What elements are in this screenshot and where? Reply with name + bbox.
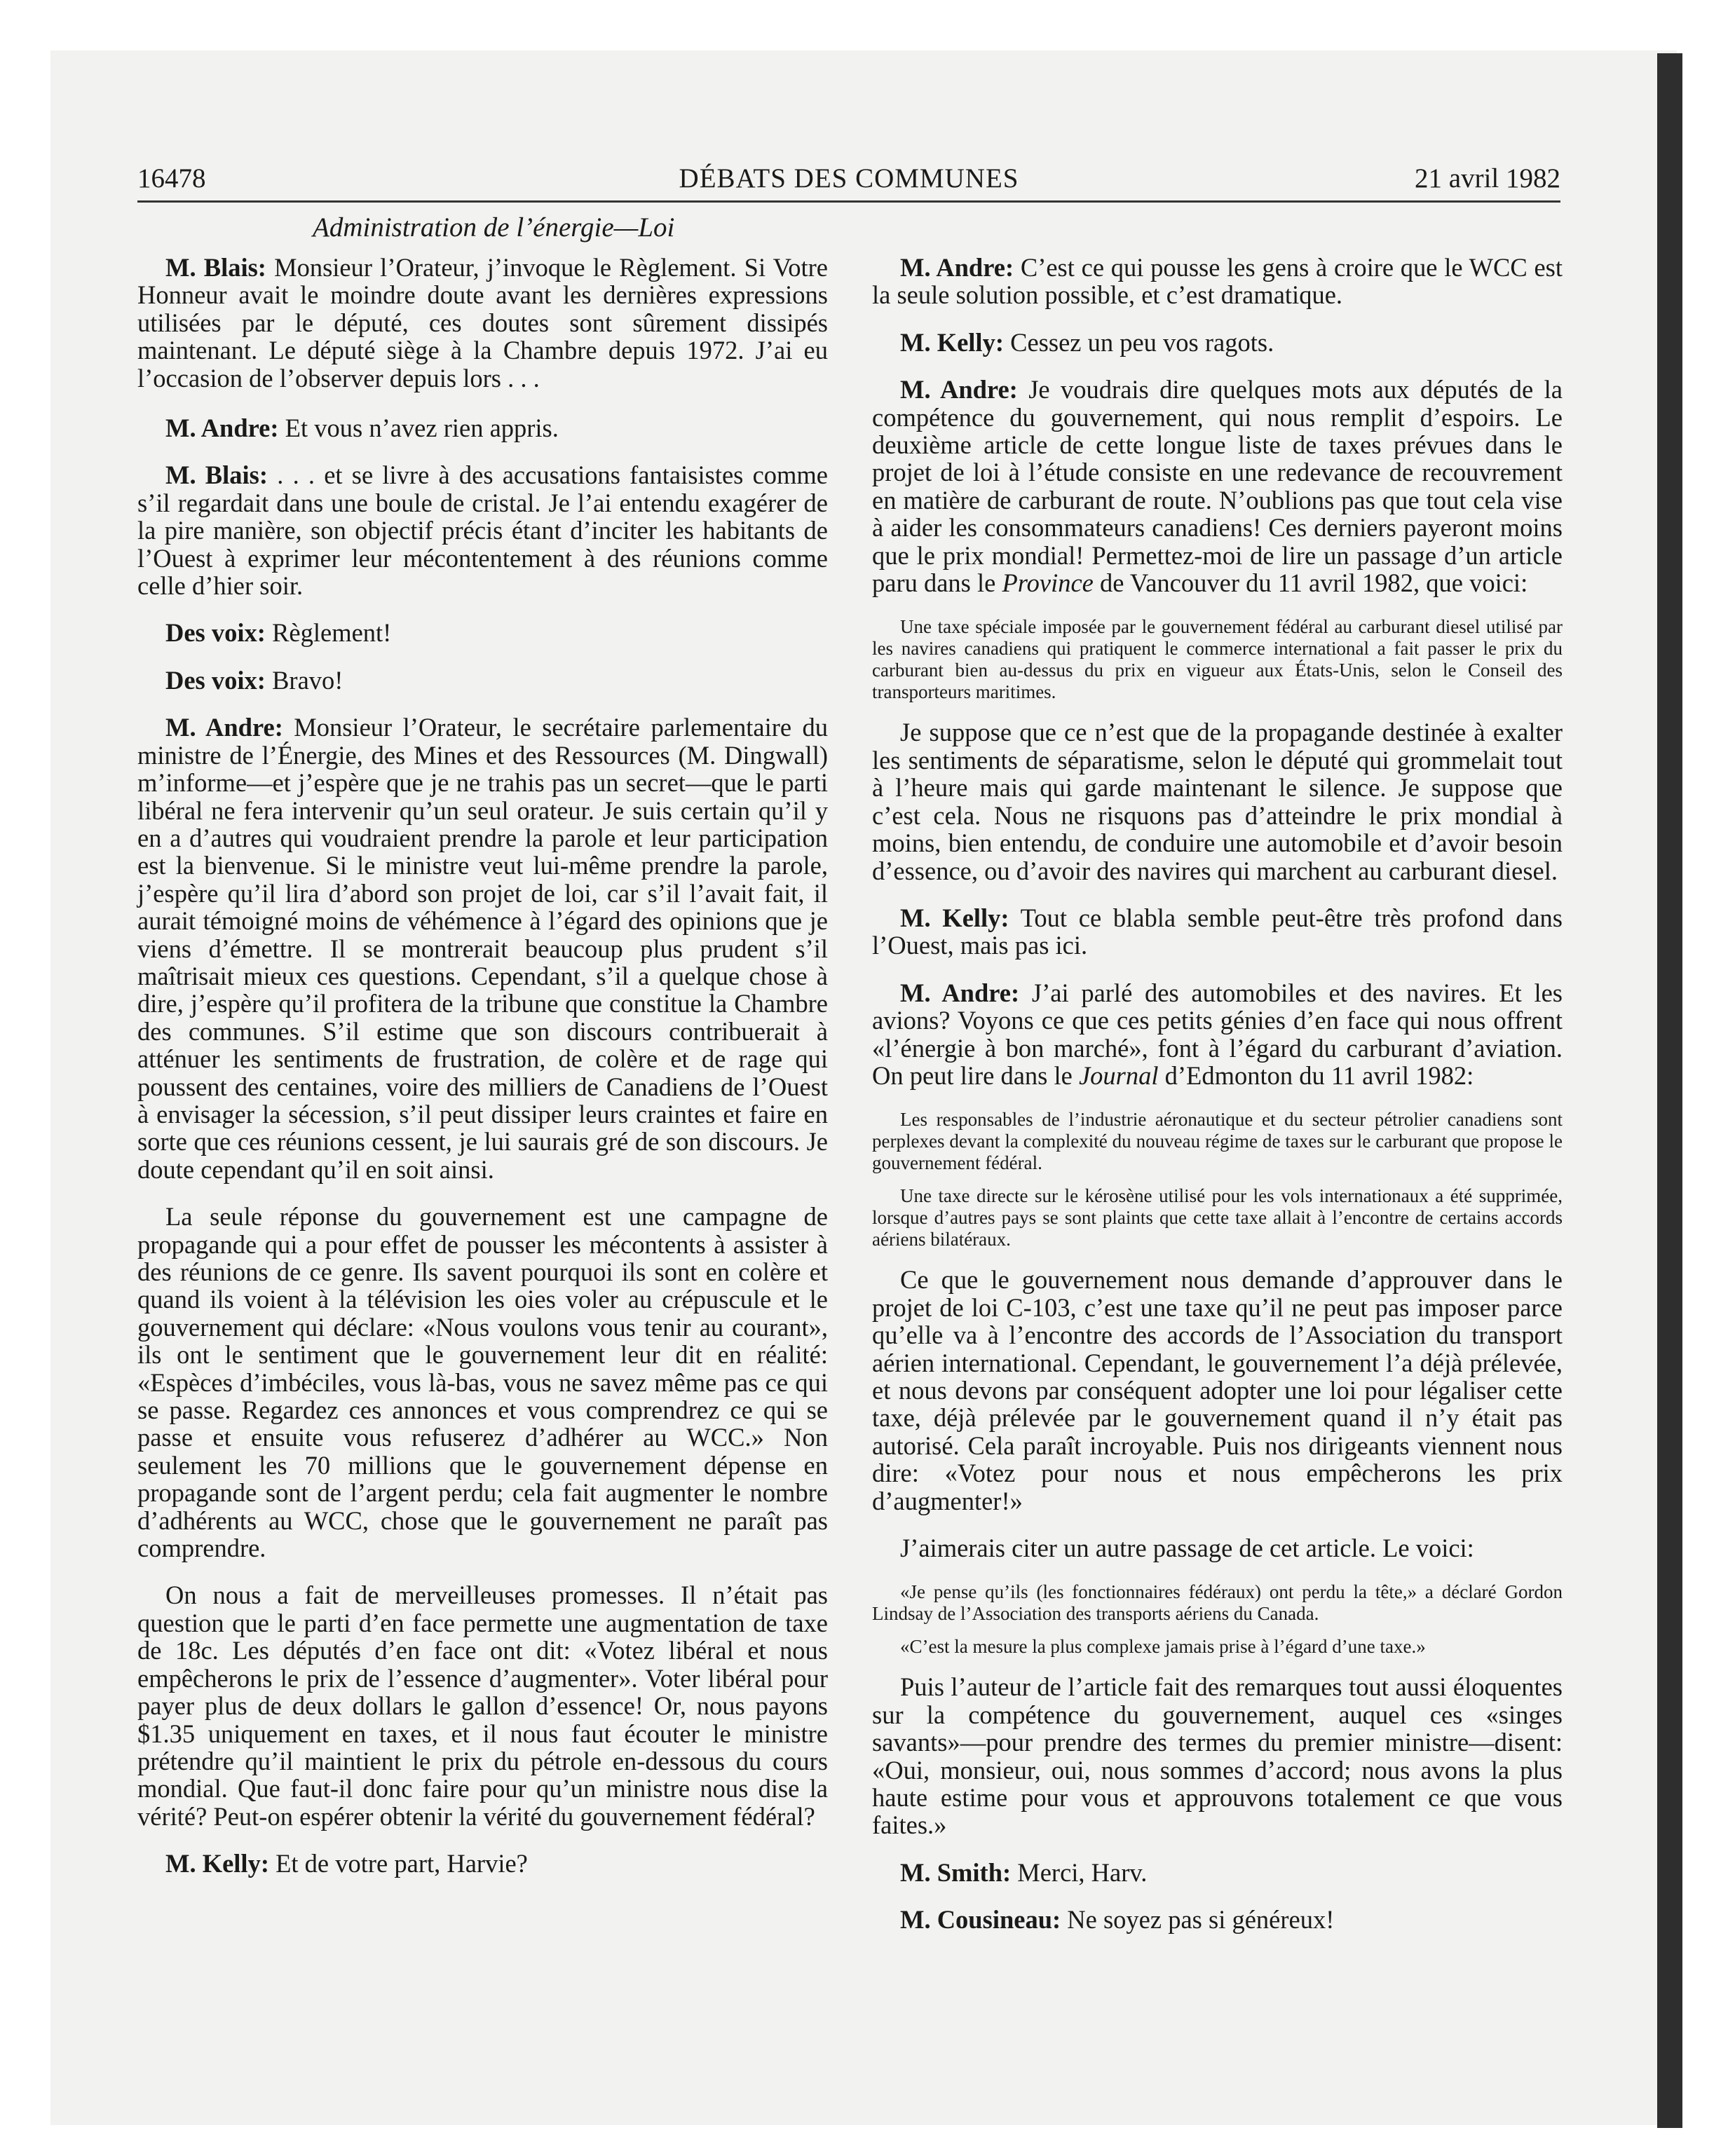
speech-text: Monsieur l’Orateur, j’invoque le Règlement. Si Votre Honneur avait le moindre doute avant les dernières expressions utilisées par le député, ces doutes sont sûrement dissipés maintenant. Le député siège à la Chambre depuis 1972. J’ai eu l’occasion de l’observer depuis lors . . . [137, 253, 828, 393]
speech-text: Règlement! [265, 618, 392, 648]
paragraph [137, 414, 828, 442]
speech-text: Je voudrais dire quelques mots aux députés de la compétence du gouvernement, qui nous remplit d’espoirs. Le deuxième article de cette longue liste de taxes prévues dans le projet de loi à l’étude consiste en une redevance de recouvrement en matière de carburant de route. N’oublions pas que tout cela vise à aider les consommateurs canadiens! Ces derniers payeront moins que le prix mondial! Permettez-moi de lire un passage d’un article paru dans le [872, 375, 1563, 598]
speech-text: de Vancouver du 11 avril 1982, que voici: [1093, 568, 1528, 598]
speaker-name: Des voix: [165, 665, 266, 695]
quotation: «Je pense qu’ils (les fonctionnaires fédéraux) ont perdu la tête,» a déclaré Gordon Lindsay de l’Association des transports aériens du Canada. [872, 1581, 1563, 1625]
speaker-name: M. Andre: [165, 414, 279, 443]
newspaper-title: Province [1002, 568, 1094, 598]
speaker-name: M. Kelly: [165, 1849, 269, 1878]
speaker-name: M. Kelly: [900, 327, 1004, 357]
speaker-name: M. Andre: [900, 978, 1020, 1007]
page-number: 16478 [137, 163, 206, 193]
paragraph: Je suppose que ce n’est que de la propagande destinée à exalter les sentiments de séparatisme, selon le député qui grommelait tout à l’heure mais qui garde maintenant le silence. Je suppose que c’est cela. Nous ne risquons pas d’atteindre le prix mondial à moins, bien entendu, de conduire une automobile et d’avoir besoin d’essence, ou d’avoir des navires qui marchent au carburant diesel. [872, 718, 1563, 885]
paragraph [137, 619, 828, 646]
paragraph [872, 376, 1563, 596]
speech-text: Tout ce blabla semble peut-être très profond dans l’Ouest, mais pas ici. [872, 903, 1563, 960]
scan-edge-shadow [1657, 53, 1682, 2128]
speaker-name: M. Kelly: [900, 903, 1009, 932]
paragraph [872, 904, 1563, 960]
speech-text: Et vous n’avez rien appris. [278, 414, 559, 443]
paragraph: Ce que le gouvernement nous demande d’approuver dans le projet de loi C-103, c’est une taxe qu’il ne peut pas imposer parce qu’elle va à l’encontre des accords de l’Association du transport aérien international. Cependant, le gouvernement l’a déjà prélevée, et nous devons par conséquent adopter une loi pour légaliser cette taxe, déjà prélevée par le gouvernement quand il n’y était pas autorisé. Cela paraît incroyable. Puis nos dirigeants viennent nous dire: «Votez pour nous et nous empêcherons les prix d’augmenter!» [872, 1265, 1563, 1515]
paragraph [872, 1906, 1563, 1933]
paragraph: J’aimerais citer un autre passage de cet article. Le voici: [900, 1534, 1474, 1562]
paragraph [137, 714, 828, 1183]
speech-text: On nous a fait de merveilleuses promesses. Il n’était pas question que le parti d’en face permette une augmentation de taxe de 18c. Les députés d’en face ont dit: «Votez libéral et nous empêcherons le prix de l’essence d’augmenter». Voter libéral pour payer plus de deux dollars le gallon d’essence! Or, nous payons $1.35 uniquement en taxes, et il nous faut écouter le ministre prétendre qu’il maintient le prix du pétrole en-dessous du cours mondial. Que faut-il donc faire pour qu’un ministre nous dise la vérité? Peut-on espérer obtenir la vérité du gouvernement fédéral? [137, 1581, 828, 1831]
speech-text: d’Edmonton du 11 avril 1982: [1158, 1060, 1474, 1090]
newspaper-title: Journal [1078, 1060, 1159, 1090]
paragraph [872, 254, 1563, 309]
speech-text: Et de votre part, Harvie? [268, 1849, 528, 1878]
left-column [137, 254, 828, 1897]
page-date: 21 avril 1982 [1415, 163, 1560, 193]
speaker-name: M. Blais: [165, 253, 266, 282]
paragraph [137, 461, 828, 599]
quotation: Une taxe directe sur le kérosène utilisé pour les vols internationaux a été supprimée, lorsque d’autres pays se sont plaints que cette taxe allait à l’encontre de certains accords aériens bilatéraux. [872, 1185, 1563, 1250]
speech-text: Ne soyez pas si généreux! [1061, 1905, 1335, 1935]
speaker-name: M. Andre: [165, 713, 283, 742]
speaker-name: Des voix: [165, 618, 266, 648]
paragraph [137, 254, 828, 392]
speaker-name: M. Blais: [165, 460, 268, 490]
speaker-name: M. Andre: [900, 253, 1014, 282]
speaker-name: M. Andre: [900, 375, 1018, 404]
speech-text: Cessez un peu vos ragots. [1003, 327, 1274, 357]
paragraph [137, 1581, 828, 1830]
paragraph: Puis l’auteur de l’article fait des remarques tout aussi éloquentes sur la compétence du gouvernement, auquel ces «singes savants»—pour prendre des termes du premier ministre—disent: «Oui, monsieur, oui, nous sommes d’accord; nous avons la plus haute estime pour vous et approuvons totalement ce que vous faites.» [872, 1672, 1563, 1840]
paragraph [872, 1859, 1563, 1886]
section-subheading: Administration de l’énergie—Loi [313, 212, 675, 243]
publication-title: DÉBATS DES COMMUNES [679, 163, 1019, 193]
speech-text: Bravo! [265, 665, 343, 695]
quotation: Une taxe spéciale imposée par le gouvernement fédéral au carburant diesel utilisé par les navires canadiens qui pratiquent le commerce international a fait passer le prix du carburant bien au-dessus du prix en vigueur aux États-Unis, selon le Conseil des transporteurs maritimes. [872, 616, 1563, 703]
speech-text: Monsieur l’Orateur, le secrétaire parlementaire du ministre de l’Énergie, des Mines et des Ressources (M. Dingwall) m’informe—et j’espère que je ne trahis pas un secret—que le parti libéral ne fera intervenir qu’un seul orateur. Je suis certain qu’il y en a d’autres qui voudraient prendre la parole et leur participation est la bienvenue. Si le ministre veut lui-même prendre la parole, j’espère qu’il lira d’abord son projet de loi, car s’il l’avait fait, il aurait témoigné moins de véhémence à l’égard des opinions que je viens d’émettre. Il se montrerait beaucoup plus prudent s’il maîtrisait mieux ces questions. Cependant, s’il a quelque chose à dire, j’espère qu’il profitera de la tribune que constitue la Chambre des communes. S’il estime que son discours contribuerait à atténuer les sentiments de frustration, de colère et de rage qui poussent des centaines, voire des milliers de Canadiens de l’Ouest à envisager la sécession, s’il peut dissiper leurs craintes et faire en sorte que ces réunions cessent, je lui saurais gré de son discours. Je doute cependant qu’il en soit ainsi. [137, 713, 828, 1184]
speech-text: . . . et se livre à des accusations fantaisistes comme s’il regardait dans une boule de cristal. Je l’ai entendu exagérer de la pire manière, son objectif précis étant d’inciter les habitants de l’Ouest à exprimer leur mécontentement à des réunions comme celle d’hier soir. [137, 460, 829, 601]
quotation: Les responsables de l’industrie aéronautique et du secteur pétrolier canadiens sont perplexes devant la complexité du nouveau régime de taxes sur le carburant que propose le gouvernement fédéral. [872, 1109, 1563, 1174]
speaker-name: M. Smith: [900, 1857, 1012, 1887]
speech-text: La seule réponse du gouvernement est une campagne de propagande qui a pour effet de pousser les mécontents à assister à des réunions de ce genre. Ils savent pourquoi ils sont en colère et quand ils voient à la télévision les oies voler au crépuscule et le gouvernement qui déclare: «Nous voulons vous tenir au courant», ils ont le sentiment que le gouvernement leur dit en réalité: «Espèces d’imbéciles, vous là-bas, vous ne savez même pas ce qui se passe. Regardez ces annonces et vous comprendrez ce qui se passe et ensuite vous refuserez d’adhérer au WCC.» Non seulement les 70 millions que le gouvernement dépense en propagande sont de l’argent perdu; cela fait augmenter le nombre d’adhérents au WCC, chose que le gouvernement ne paraît pas comprendre. [137, 1202, 828, 1563]
right-column [872, 254, 1563, 1953]
speech-text: C’est ce qui pousse les gens à croire que le WCC est la seule solution possible, et c’est dramatique. [872, 253, 1563, 310]
speech-text: Merci, Harv. [1011, 1857, 1148, 1887]
paragraph [872, 329, 1563, 356]
speaker-name: M. Cousineau: [900, 1905, 1061, 1935]
speech-text: J’ai parlé des automobiles et des navires. Et les avions? Voyons ce que ces petits génies d’en face qui nous offrent «l’énergie à bon marché», font à l’égard du carburant d’aviation. On peut lire dans le [872, 978, 1563, 1090]
page-header [137, 163, 1560, 203]
quotation: «C’est la mesure la plus complexe jamais prise à l’égard d’une taxe.» [900, 1636, 1426, 1658]
paragraph [137, 1203, 828, 1562]
paragraph [137, 667, 828, 694]
paragraph [872, 979, 1563, 1090]
paragraph [137, 1850, 828, 1877]
